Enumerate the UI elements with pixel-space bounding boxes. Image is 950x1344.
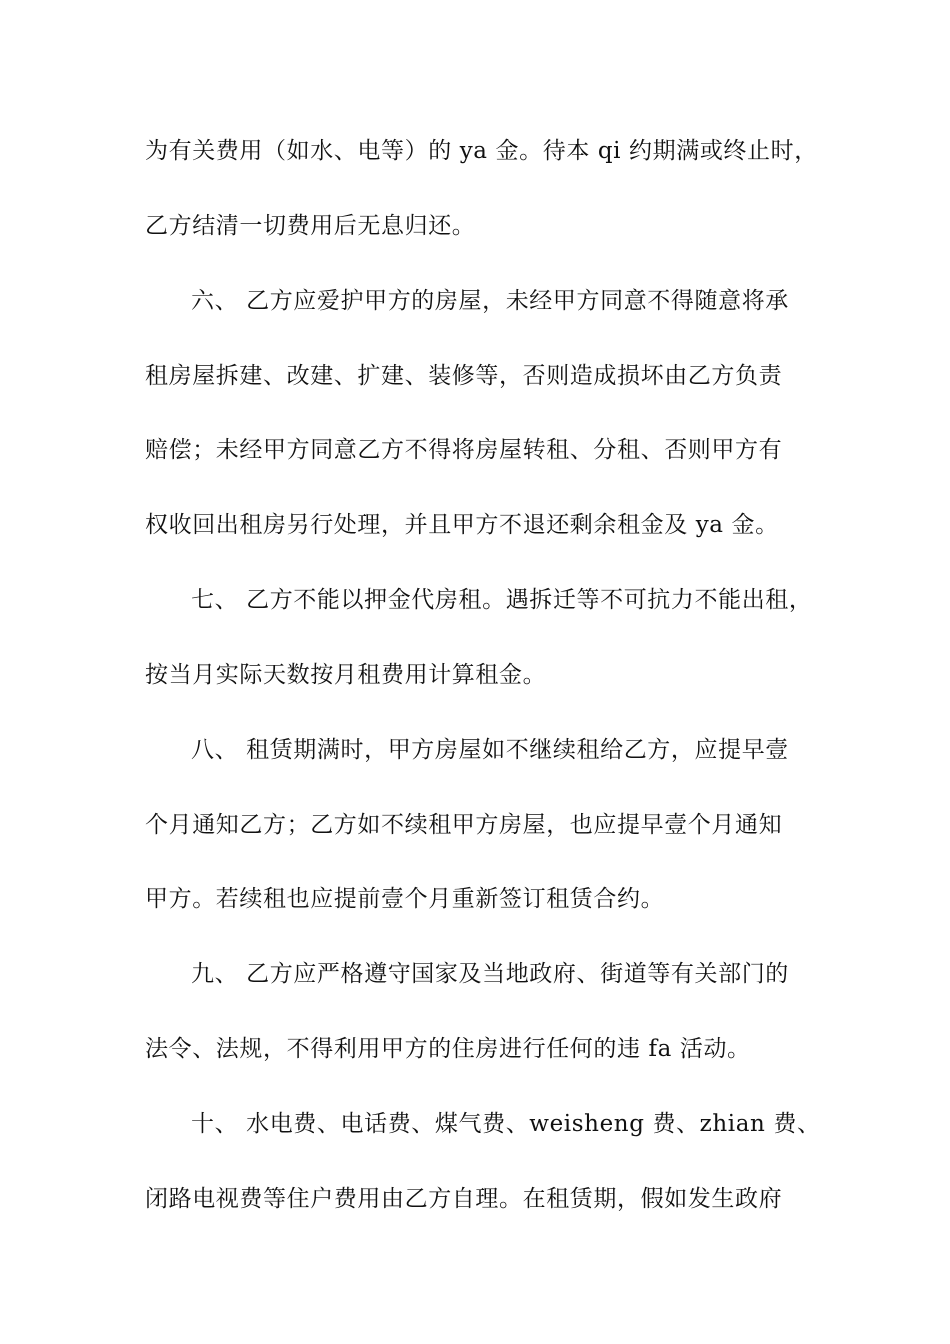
text-line: 乙方结清一切费用后无息归还。 — [145, 213, 476, 239]
text-line: 闭路电视费等住户费用由乙方自理。在租赁期，假如发生政府 — [145, 1186, 783, 1212]
text-line: 租房屋拆建、改建、扩建、装修等，否则造成损坏由乙方负责 — [145, 363, 783, 389]
text-line: 赔偿；未经甲方同意乙方不得将房屋转租、分租、否则甲方有 — [145, 437, 783, 463]
text-line: 个月通知乙方；乙方如不续租甲方房屋，也应提早壹个月通知 — [145, 812, 783, 838]
text-line: 权收回出租房另行处理，并且甲方不退还剩余租金及 ya 金。 — [145, 512, 779, 538]
clause-8-line: 八、 租赁期满时，甲方房屋如不继续租给乙方，应提早壹 — [191, 737, 789, 763]
clause-6-line: 六、 乙方应爱护甲方的房屋，未经甲方同意不得随意将承 — [191, 288, 789, 314]
text-line: 按当月实际天数按月租费用计算租金。 — [145, 662, 547, 688]
text-line: 为有关费用（如水、电等）的 ya 金。待本 qi 约期满或终止时， — [145, 138, 818, 164]
text-line: 甲方。若续租也应提前壹个月重新签订租赁合约。 — [145, 886, 665, 912]
clause-9-line: 九、 乙方应严格遵守国家及当地政府、街道等有关部门的 — [191, 961, 789, 987]
clause-10-line: 十、 水电费、电话费、煤气费、weisheng 费、zhian 费、 — [191, 1111, 821, 1137]
text-line: 法令、法规，不得利用甲方的住房进行任何的违 fa 活动。 — [145, 1036, 751, 1062]
clause-7-line: 七、 乙方不能以押金代房租。遇拆迁等不可抗力不能出租， — [191, 587, 813, 613]
